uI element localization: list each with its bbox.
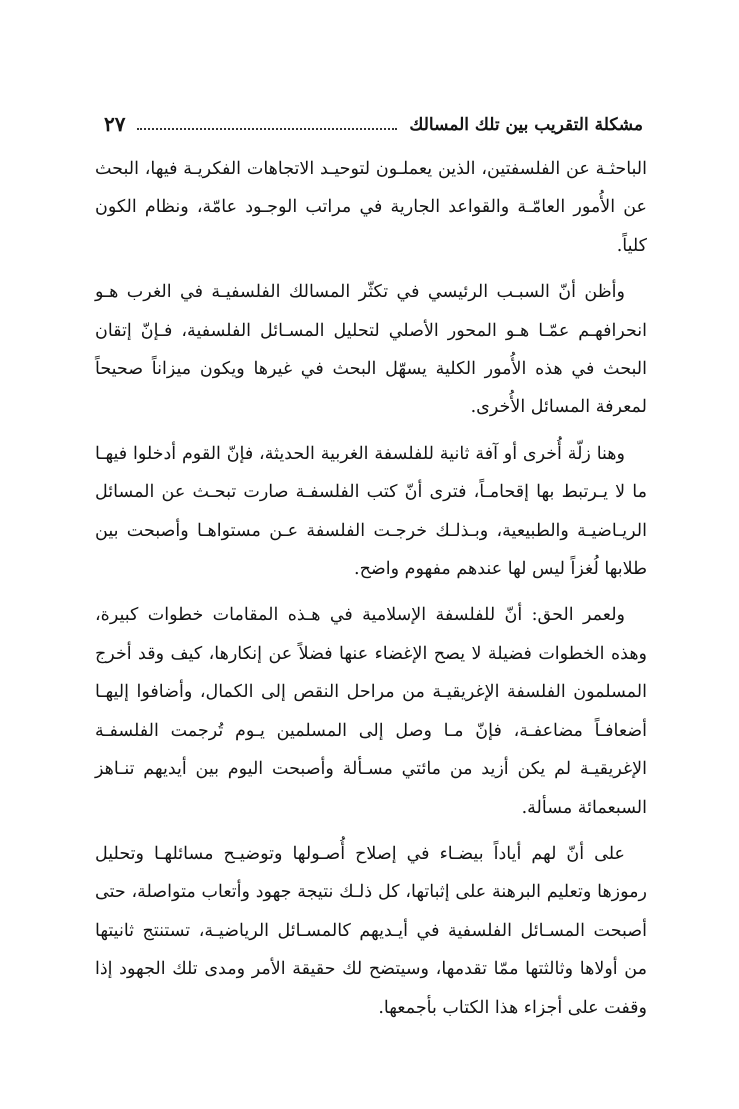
page-number: ٢٧ <box>104 112 126 136</box>
paragraph: وأظن أنّ السبـب الرئيسي في تكثّر المسالك الفلسفيـة في الغرب هـو انحرافهـم عمّـا هـو المحور الأصلي لتحليل المسـائل الفلسفية، فـإنّ إتقان البحث في هذه الأُمور الكلية يسهّل البحث في غيرها ويكون ميزاناً صحيحاً لمعرفة المسائل الأُخرى. <box>95 282 647 418</box>
running-header-title: مشكلة التقريب بين تلك المسالك <box>409 115 643 135</box>
paragraph: ولعمر الحق: أنّ للفلسفة الإسلامية في هـذه المقامات خطوات كبيرة، وهذه الخطوات فضيلة لا يصح الإغضاء عنها فضلاً عن إنكارها، كيف وقد أخرج المسلمون الفلسفة الإغريقيـة من مراحل النقص إلى الكمال، وأضافوا إليهـا أضعافـاً مضاعفـة، فإنّ مـا وصل إلى المسلمين يـوم تُرجمت الفلسفـة الإغريقيـة لم يكن أزيد من مائتي مسـألة وأصبحت اليوم بين أيديهم تنـاهز السبعمائة مسألة. <box>95 605 647 818</box>
body-text <box>95 150 647 1035</box>
paragraph: الباحثـة عن الفلسفتين، الذين يعملـون لتوحيـد الاتجاهات الفكريـة فيها، البحث عن الأُمور العامّـة والقواعد الجارية في مراتب الوجـود عامّة، ونظام الكون كلياً. <box>95 159 647 256</box>
paragraph: وهنا زلّة أُخرى أو آفة ثانية للفلسفة الغربية الحديثة، فإنّ القوم أدخلوا فيهـا ما لا يـرتبط بها إقحامـاً، فترى أنّ كتب الفلسفـة صارت تبحـث عن المسائل الريـاضيـة والطبيعية، وبـذلـك خرجـت الفلسفة عـن مستواهـا وأصبحت بين طلابها لُغزاً ليس لها عندهم مفهوم واضح. <box>95 443 647 580</box>
paragraph: على أنّ لهم أياداً بيضـاء في إصلاح أُصـولها وتوضيـح مسائلهـا وتحليل رموزها وتعليم البرهنة على إثباتها، كل ذلـك نتيجة جهود وأتعاب متواصلة، حتى أصبحت المسـائل الفلسفية في أيـديهم كالمسـائل الرياضيـة، تستنتج ثانيتها من أولاها وثالثتها ممّا تقدمها، وسيتضح لك حقيقة الأمر ومدى تلك الجهود إذا وقفت على أجزاء هذا الكتاب بأجمعها. <box>95 843 647 1018</box>
running-header <box>104 104 643 134</box>
header-dotted-leader <box>137 127 397 130</box>
